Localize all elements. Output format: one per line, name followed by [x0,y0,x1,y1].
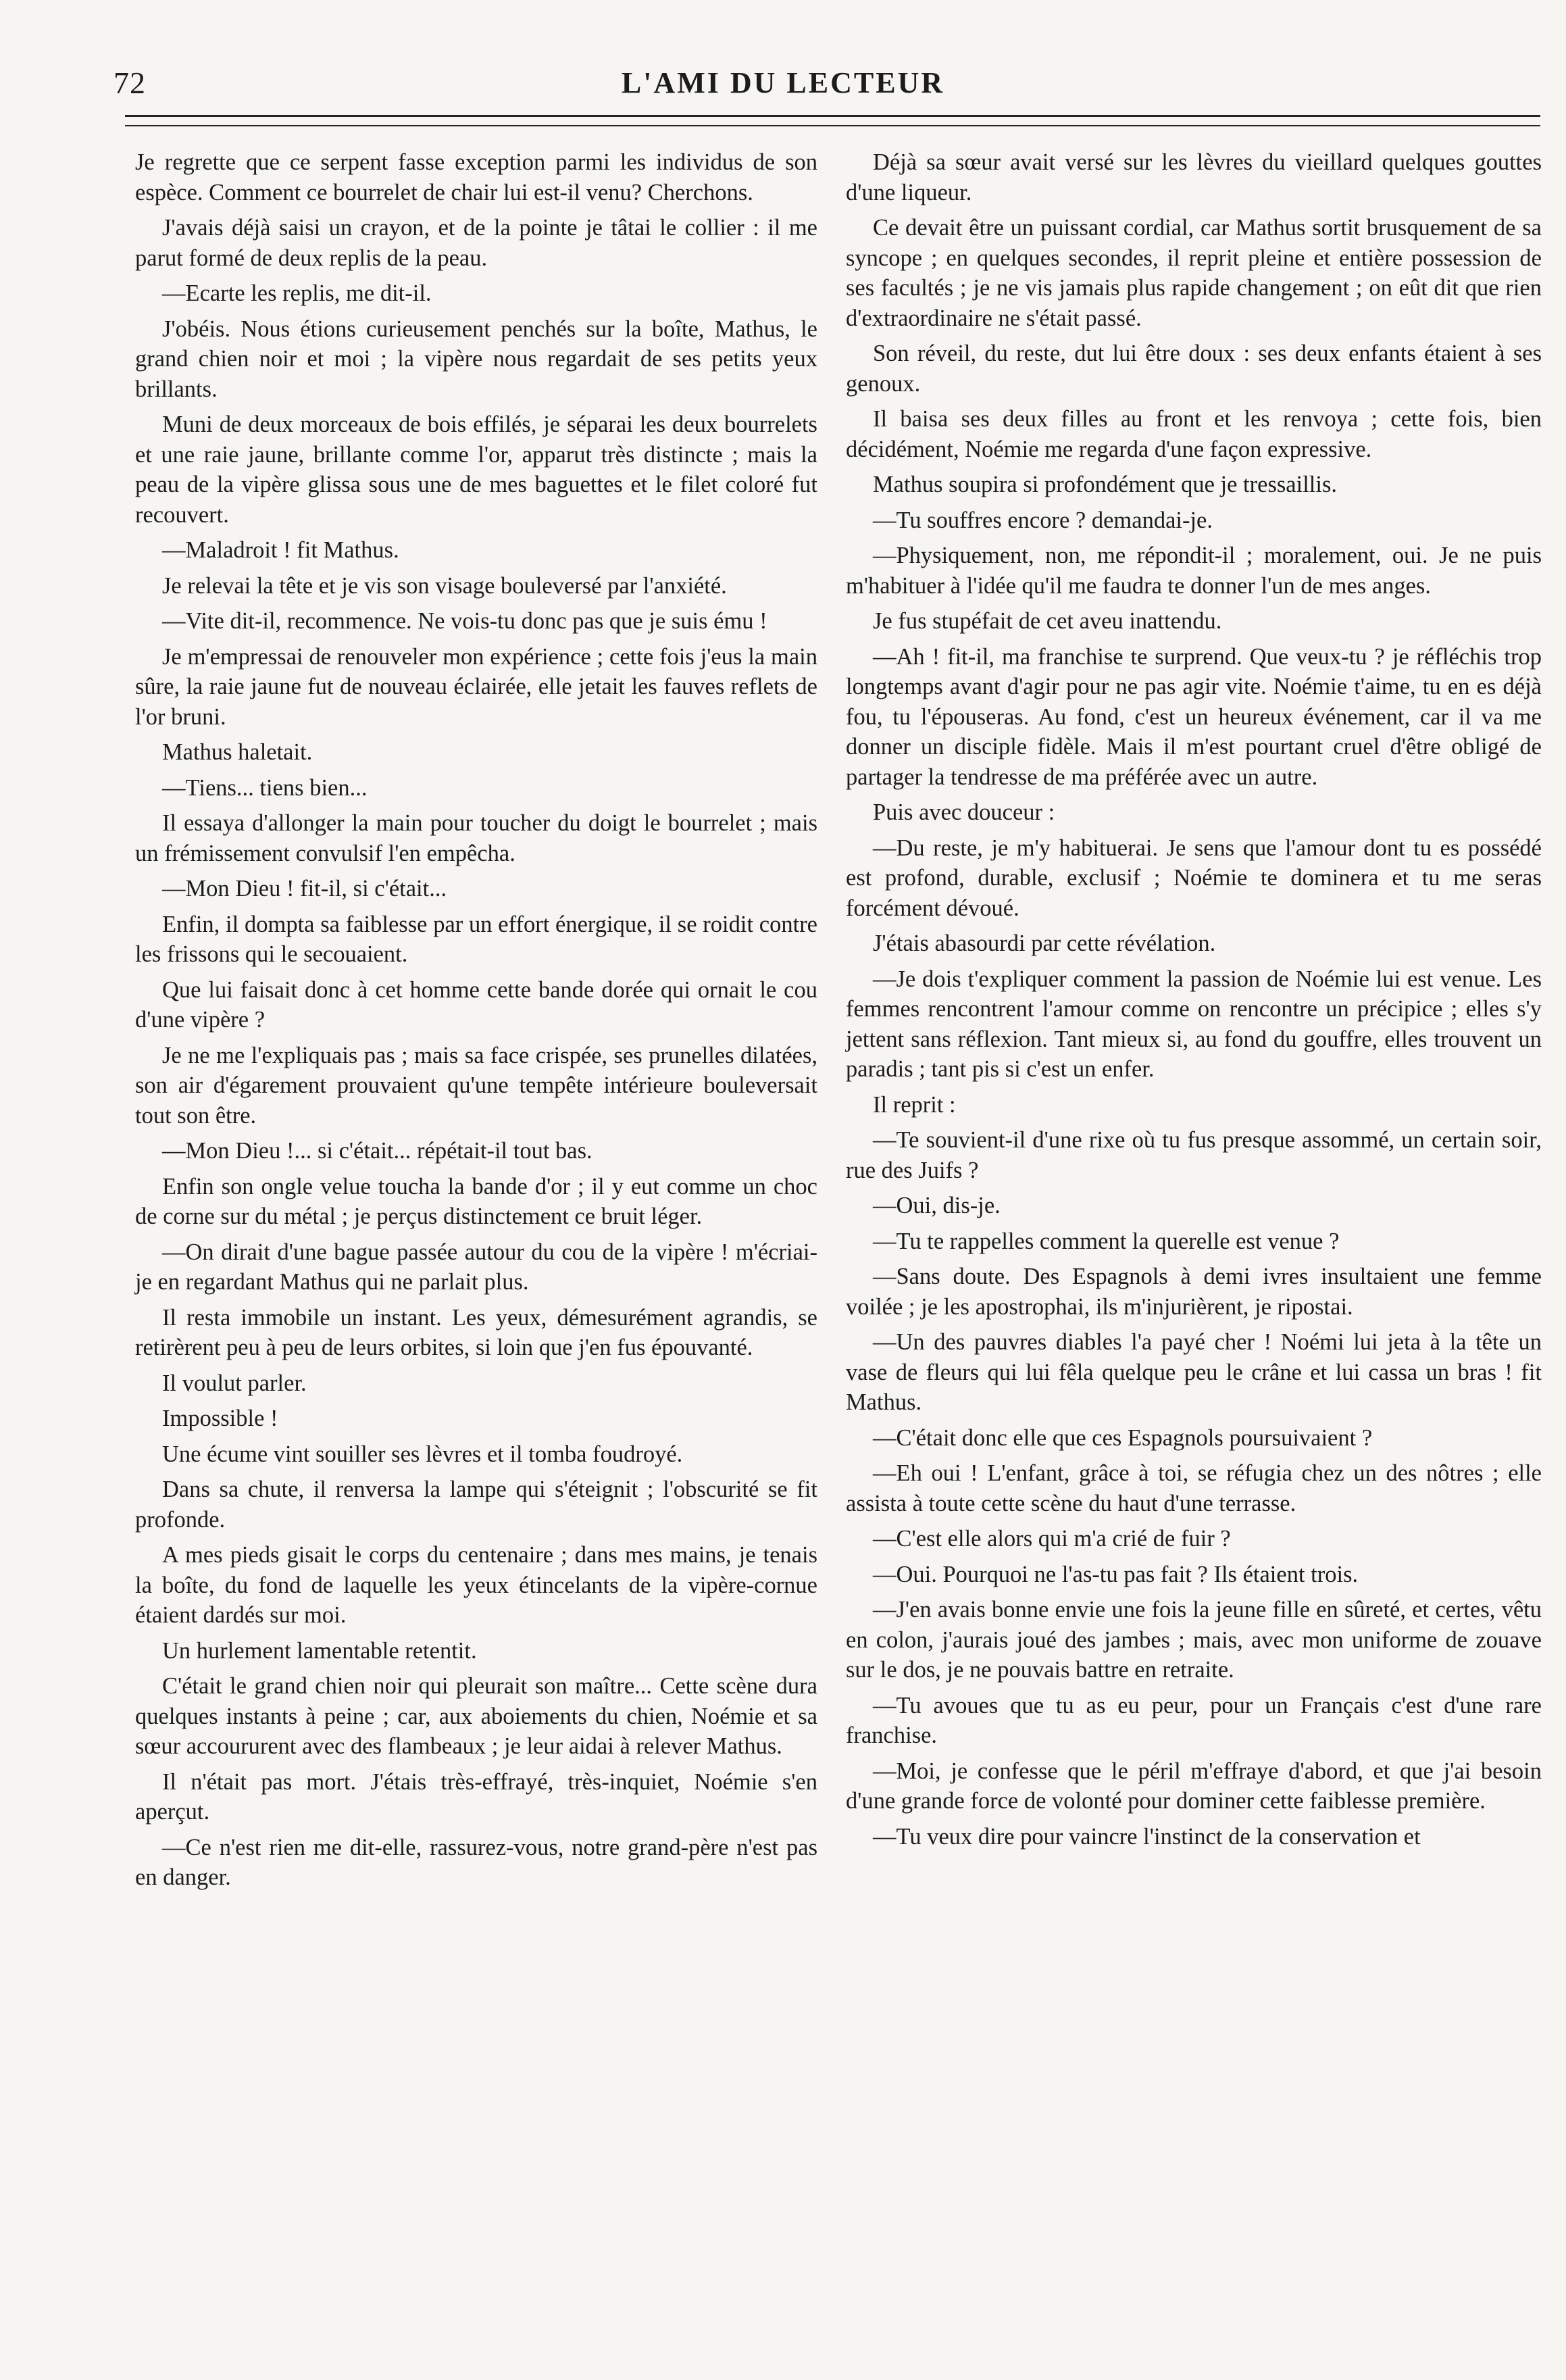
paragraph: Puis avec douceur : [873,799,1055,825]
paragraph: Il n'était pas mort. J'étais très-effrayé, très-inquiet, Noémie s'en aperçut. [135,1768,817,1825]
paragraph: J'obéis. Nous étions curieusement penchés sur la boîte, Mathus, le grand chien noir et moi ; la vipère nous regardait de ses petits yeux brillants. [135,316,817,402]
paragraph: —Ce n'est rien me dit-elle, rassurez-vous, notre grand-père n'est pas en danger. [135,1834,817,1890]
paragraph: —Eh oui ! L'enfant, grâce à toi, se réfugia chez un des nôtres ; elle assista à toute cette scène du haut d'une terrasse. [846,1460,1542,1516]
paragraph: —Ecarte les replis, me dit-il. [162,280,432,306]
paragraph: Il essaya d'allonger la main pour toucher du doigt le bourrelet ; mais un frémissement convulsif l'en empêcha. [135,810,817,866]
paragraph: A mes pieds gisait le corps du centenaire ; dans mes mains, je tenais la boîte, du fond de laquelle les yeux étincelants de la vipère-cornue étaient dardés sur moi. [135,1542,817,1628]
paragraph: —Ah ! fit-il, ma franchise te surprend. Que veux-tu ? je réfléchis trop longtemps avant d'agir pour ne pas agir vite. Noémie t'aime, tu en es déjà fou, tu l'épouseras. Au fond, c'est un heureux événement, car il va me donner un disciple fidèle. Mais il m'est pourtant cruel d'être obligé de partager la tendresse de ma préférée avec un autre. [846,643,1542,790]
journal-title: L'AMI DU LECTEUR [621,66,945,99]
paragraph: —Mon Dieu !... si c'était... répétait-il tout bas. [162,1138,592,1164]
paragraph: Il resta immobile un instant. Les yeux, démesurément agrandis, se retirèrent peu à peu de leurs orbites, si loin que j'en fus épouvanté. [135,1304,817,1360]
paragraph: —Vite dit-il, recommence. Ne vois-tu donc pas que je suis ému ! [162,608,767,634]
page-header [0,59,1566,107]
paragraph: —Oui. Pourquoi ne l'as-tu pas fait ? Ils étaient trois. [873,1561,1359,1587]
paragraph: —Physiquement, non, me répondit-il ; moralement, oui. Je ne puis m'habituer à l'idée qu'il me faudra te donner l'un de mes anges. [846,543,1542,599]
page-number: 72 [113,66,146,100]
paragraph: —C'est elle alors qui m'a crié de fuir ? [873,1526,1231,1552]
paragraph: Dans sa chute, il renversa la lampe qui s'éteignit ; l'obscurité se fit profonde. [135,1477,817,1533]
paragraph: Il reprit : [873,1091,956,1118]
paragraph: Son réveil, du reste, dut lui être doux : ses deux enfants étaient à ses genoux. [846,341,1542,397]
paragraph: —Tiens... tiens bien... [162,774,368,801]
paragraph: Une écume vint souiller ses lèvres et il tomba foudroyé. [162,1441,683,1467]
paragraph: Ce devait être un puissant cordial, car Mathus sortit brusquement de sa syncope ; en quelques secondes, il reprit pleine et entière possession de ses facultés ; je ne vis jamais plus rapide changement ; on eût dit que rien d'extraordinaire ne s'était passé. [846,215,1542,331]
paragraph: C'était le grand chien noir qui pleurait son maître... Cette scène dura quelques instants à peine ; car, aux aboiements du chien, Noémie et sa sœur accoururent avec des flambeaux ; je leur aidai à relever Mathus. [135,1673,817,1759]
paragraph: Mathus haletait. [162,739,313,765]
paragraph: Enfin, il dompta sa faiblesse par un effort énergique, il se roidit contre les frissons qui le secouaient. [135,911,817,967]
paragraph: —Un des pauvres diables l'a payé cher ! Noémi lui jeta à la tête un vase de fleurs qui lui fêla quelque peu le crâne et lui cassa un bras ! fit Mathus. [846,1329,1542,1415]
paragraph: —Mon Dieu ! fit-il, si c'était... [162,876,447,901]
paragraph: Je relevai la tête et je vis son visage bouleversé par l'anxiété. [162,572,727,599]
paragraph: —Maladroit ! fit Mathus. [162,537,399,563]
paragraph: Mathus soupira si profondément que je tressaillis. [873,472,1338,497]
header-rule-thin [125,125,1540,126]
paragraph: —J'en avais bonne envie une fois la jeune fille en sûreté, et certes, vêtu en colon, j'aurais joué des jambes ; mais, avec mon uniforme de zouave sur le dos, je ne pouvais battre en retraite. [846,1597,1542,1683]
left-column [135,147,817,1898]
paragraph: —Du reste, je m'y habituerai. Je sens que l'amour dont tu es possédé est profond, durable, exclusif ; Noémie te dominera et tu me seras forcément dévoué. [846,835,1542,921]
paragraph: Que lui faisait donc à cet homme cette bande dorée qui ornait le cou d'une vipère ? [135,976,817,1033]
paragraph: Je m'empressai de renouveler mon expérience ; cette fois j'eus la main sûre, la raie jaune fut de nouveau éclairée, elle jetait les fauves reflets de l'or bruni. [135,643,817,730]
paragraph: —C'était donc elle que ces Espagnols poursuivaient ? [873,1424,1373,1451]
paragraph: —Tu avoues que tu as eu peur, pour un Français c'est d'une rare franchise. [846,1692,1542,1748]
paragraph: —Oui, dis-je. [873,1193,1001,1218]
paragraph: —Tu veux dire pour vaincre l'instinct de la conservation et [873,1823,1421,1850]
paragraph: Je fus stupéfait de cet aveu inattendu. [873,608,1222,634]
paragraph: —Moi, je confesse que le péril m'effraye d'abord, et que j'ai besoin d'une grande force de volonté pour dominer cette faiblesse première. [846,1758,1542,1814]
paragraph: Il baisa ses deux filles au front et les renvoya ; cette fois, bien décidément, Noémie me regarda d'une façon expressive. [846,406,1542,462]
paragraph: —Je dois t'expliquer comment la passion de Noémie lui est venue. Les femmes rencontrent l'amour comme on rencontre un précipice ; elles s'y jettent sans réflexion. Tant mieux si, au fond du gouffre, elles trouvent un paradis ; tant pis si c'est un enfer. [846,966,1542,1082]
paragraph: Muni de deux morceaux de bois effilés, je séparai les deux bourrelets et une raie jaune, brillante comme l'or, apparut très distincte ; mais la peau de la vipère glissa sous une de mes baguettes et le filet coloré fut recouvert. [135,412,817,528]
paragraph: —Te souvient-il d'une rixe où tu fus presque assommé, un certain soir, rue des Juifs ? [846,1127,1542,1183]
right-column [846,147,1542,1857]
paragraph: Déjà sa sœur avait versé sur les lèvres du vieillard quelques gouttes d'une liqueur. [846,149,1542,205]
paragraph: J'avais déjà saisi un crayon, et de la pointe je tâtai le collier : il me parut formé de deux replis de la peau. [135,215,817,271]
paragraph: Un hurlement lamentable retentit. [162,1637,477,1664]
paragraph: —Tu te rappelles comment la querelle est venue ? [873,1228,1340,1254]
paragraph: —Tu souffres encore ? demandai-je. [873,507,1213,533]
header-rule-thick [125,115,1540,117]
paragraph: —On dirait d'une bague passée autour du cou de la vipère ! m'écriai-je en regardant Mathus qui ne parlait plus. [135,1239,817,1295]
paragraph: Il voulut parler. [162,1370,307,1396]
paragraph: Enfin son ongle velue toucha la bande d'or ; il y eut comme un choc de corne sur du métal ; je perçus distinctement ce bruit léger. [135,1173,817,1229]
paragraph: —Sans doute. Des Espagnols à demi ivres insultaient une femme voilée ; je les apostrophai, ils m'injurièrent, je ripostai. [846,1264,1542,1320]
paragraph: Je regrette que ce serpent fasse exception parmi les individus de son espèce. Comment ce bourrelet de chair lui est-il venu? Cherchons. [135,149,817,205]
paragraph: J'étais abasourdi par cette révélation. [873,931,1216,956]
paragraph: Impossible ! [162,1406,278,1431]
paragraph: Je ne me l'expliquais pas ; mais sa face crispée, ses prunelles dilatées, son air d'égarement prouvaient qu'une tempête intérieure bouleversait tout son être. [135,1042,817,1129]
